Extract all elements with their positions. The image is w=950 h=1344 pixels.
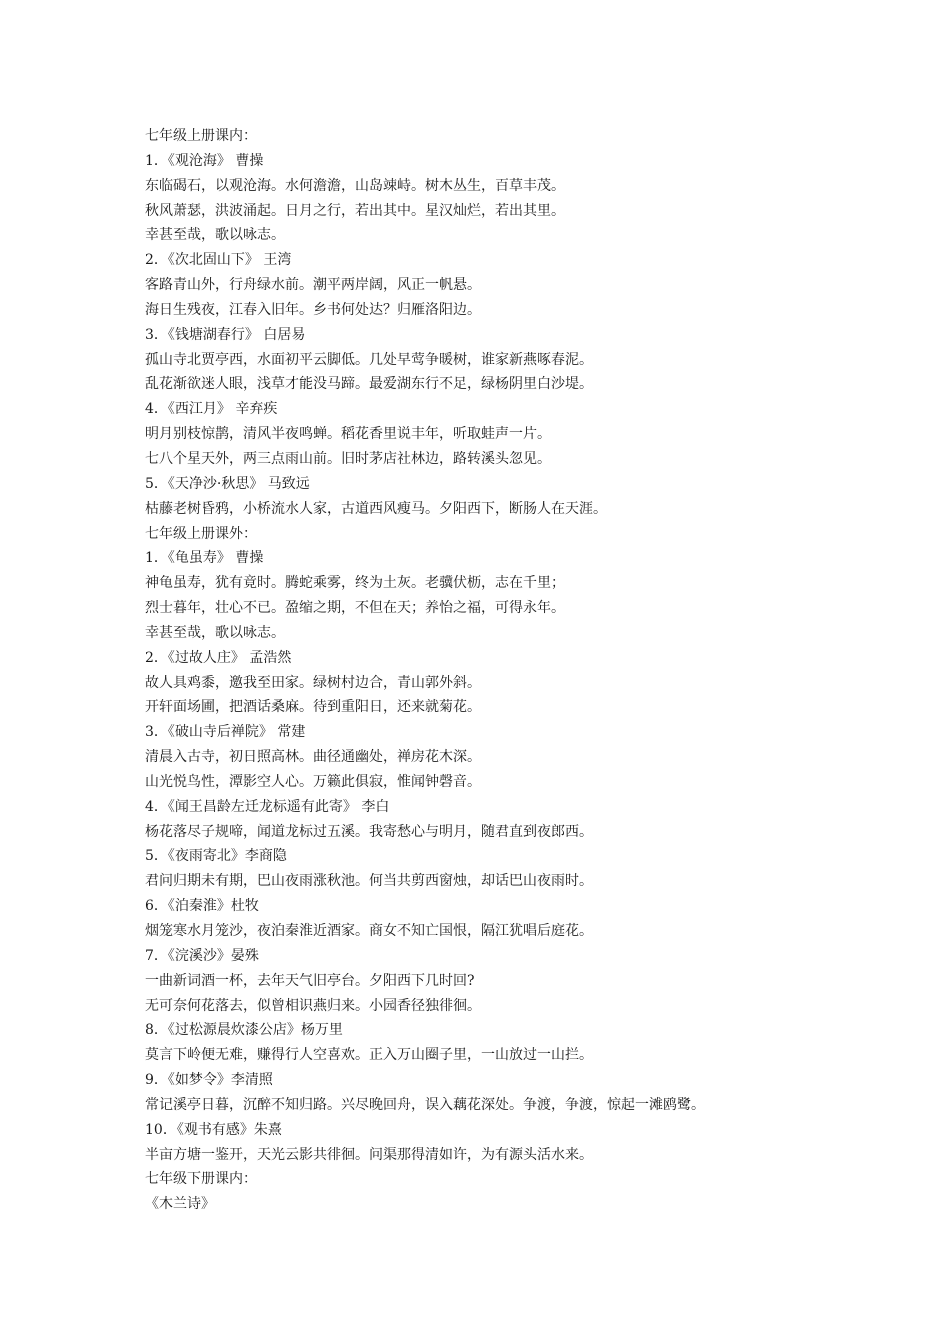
text-line: 《木兰诗》 (145, 1196, 215, 1213)
text-line: 半亩方塘一鉴开，天光云影共徘徊。问渠那得清如许，为有源头活水来。 (145, 1146, 593, 1163)
text-line: 2．《过故人庄》 孟浩然 (145, 649, 292, 666)
text-line: 无可奈何花落去，似曾相识燕归来。小园香径独徘徊。 (145, 997, 481, 1014)
text-line: 6．《泊秦淮》杜牧 (145, 898, 259, 915)
text-line: 烈士暮年，壮心不已。盈缩之期，不但在天；养怡之福，可得永年。 (145, 600, 565, 617)
text-line: 3．《钱塘湖春行》 白居易 (145, 326, 306, 343)
text-line: 明月别枝惊鹊，清风半夜鸣蝉。稻花香里说丰年，听取蛙声一片。 (145, 426, 551, 443)
text-line: 1．《龟虽寿》 曹操 (145, 550, 264, 567)
text-line: 清晨入古寺，初日照高林。曲径通幽处，禅房花木深。 (145, 749, 481, 766)
text-line: 4．《西江月》 辛弃疾 (145, 401, 278, 418)
text-line: 东临碣石，以观沧海。水何澹澹，山岛竦峙。树木丛生，百草丰茂。 (145, 177, 565, 194)
text-line: 客路青山外，行舟绿水前。潮平两岸阔，风正一帆悬。 (145, 277, 481, 294)
text-line: 1．《观沧海》 曹操 (145, 152, 264, 169)
text-line: 海日生残夜，江春入旧年。乡书何处达？归雁洛阳边。 (145, 301, 481, 318)
text-line: 君问归期未有期，巴山夜雨涨秋池。何当共剪西窗烛，却话巴山夜雨时。 (145, 873, 593, 890)
text-line: 幸甚至哉，歌以咏志。 (145, 624, 285, 641)
text-line: 莫言下岭便无难，赚得行人空喜欢。正入万山圈子里，一山放过一山拦。 (145, 1047, 593, 1064)
text-line: 2．《次北固山下》 王湾 (145, 252, 292, 269)
text-line: 4．《闻王昌龄左迁龙标遥有此寄》 李白 (145, 798, 390, 815)
text-line: 孤山寺北贾亭西，水面初平云脚低。几处早莺争暖树，谁家新燕啄春泥。 (145, 351, 593, 368)
text-line: 5．《夜雨寄北》李商隐 (145, 848, 287, 865)
text-line: 秋风萧瑟，洪波涌起。日月之行，若出其中。星汉灿烂，若出其里。 (145, 202, 565, 219)
text-line: 故人具鸡黍，邀我至田家。绿树村边合，青山郭外斜。 (145, 674, 481, 691)
text-line: 7．《浣溪沙》晏殊 (145, 947, 259, 964)
text-line: 山光悦鸟性，潭影空人心。万籁此俱寂，惟闻钟磬音。 (145, 773, 481, 790)
text-line: 9．《如梦令》李清照 (145, 1072, 273, 1089)
text-line: 枯藤老树昏鸦，小桥流水人家，古道西风瘦马。夕阳西下，断肠人在天涯。 (145, 500, 607, 517)
text-line: 10．《观书有感》朱熹 (145, 1121, 282, 1138)
text-line: 幸甚至哉，歌以咏志。 (145, 227, 285, 244)
text-line: 烟笼寒水月笼沙，夜泊秦淮近酒家。商女不知亡国恨，隔江犹唱后庭花。 (145, 923, 593, 939)
text-line: 一曲新词酒一杯，去年天气旧亭台。夕阳西下几时回? (145, 972, 475, 989)
text-line: 5．《天净沙·秋思》 马致远 (145, 475, 310, 492)
text-line: 常记溪亭日暮，沉醉不知归路。兴尽晚回舟，误入藕花深处。争渡，争渡，惊起一滩鸥鹭。 (145, 1096, 705, 1113)
text-line: 七八个星天外，两三点雨山前。旧时茅店社林边，路转溪头忽见。 (145, 450, 551, 467)
text-line: 七年级下册课内： (145, 1171, 257, 1188)
text-line: 8．《过松源晨炊漆公店》杨万里 (145, 1022, 343, 1039)
document-body (145, 124, 935, 1217)
text-line: 神龟虽寿，犹有竟时。腾蛇乘雾，终为土灰。老骥伏枥，志在千里； (145, 575, 565, 592)
text-line: 开轩面场圃，把酒话桑麻。待到重阳日，还来就菊花。 (145, 699, 481, 716)
text-line: 七年级上册课内： (145, 128, 257, 144)
text-line: 乱花渐欲迷人眼，浅草才能没马蹄。最爱湖东行不足，绿杨阴里白沙堤。 (145, 376, 593, 393)
text-line: 七年级上册课外： (145, 525, 257, 542)
text-line: 杨花落尽子规啼，闻道龙标过五溪。我寄愁心与明月，随君直到夜郎西。 (145, 823, 593, 840)
text-line: 3．《破山寺后禅院》 常建 (145, 724, 306, 741)
